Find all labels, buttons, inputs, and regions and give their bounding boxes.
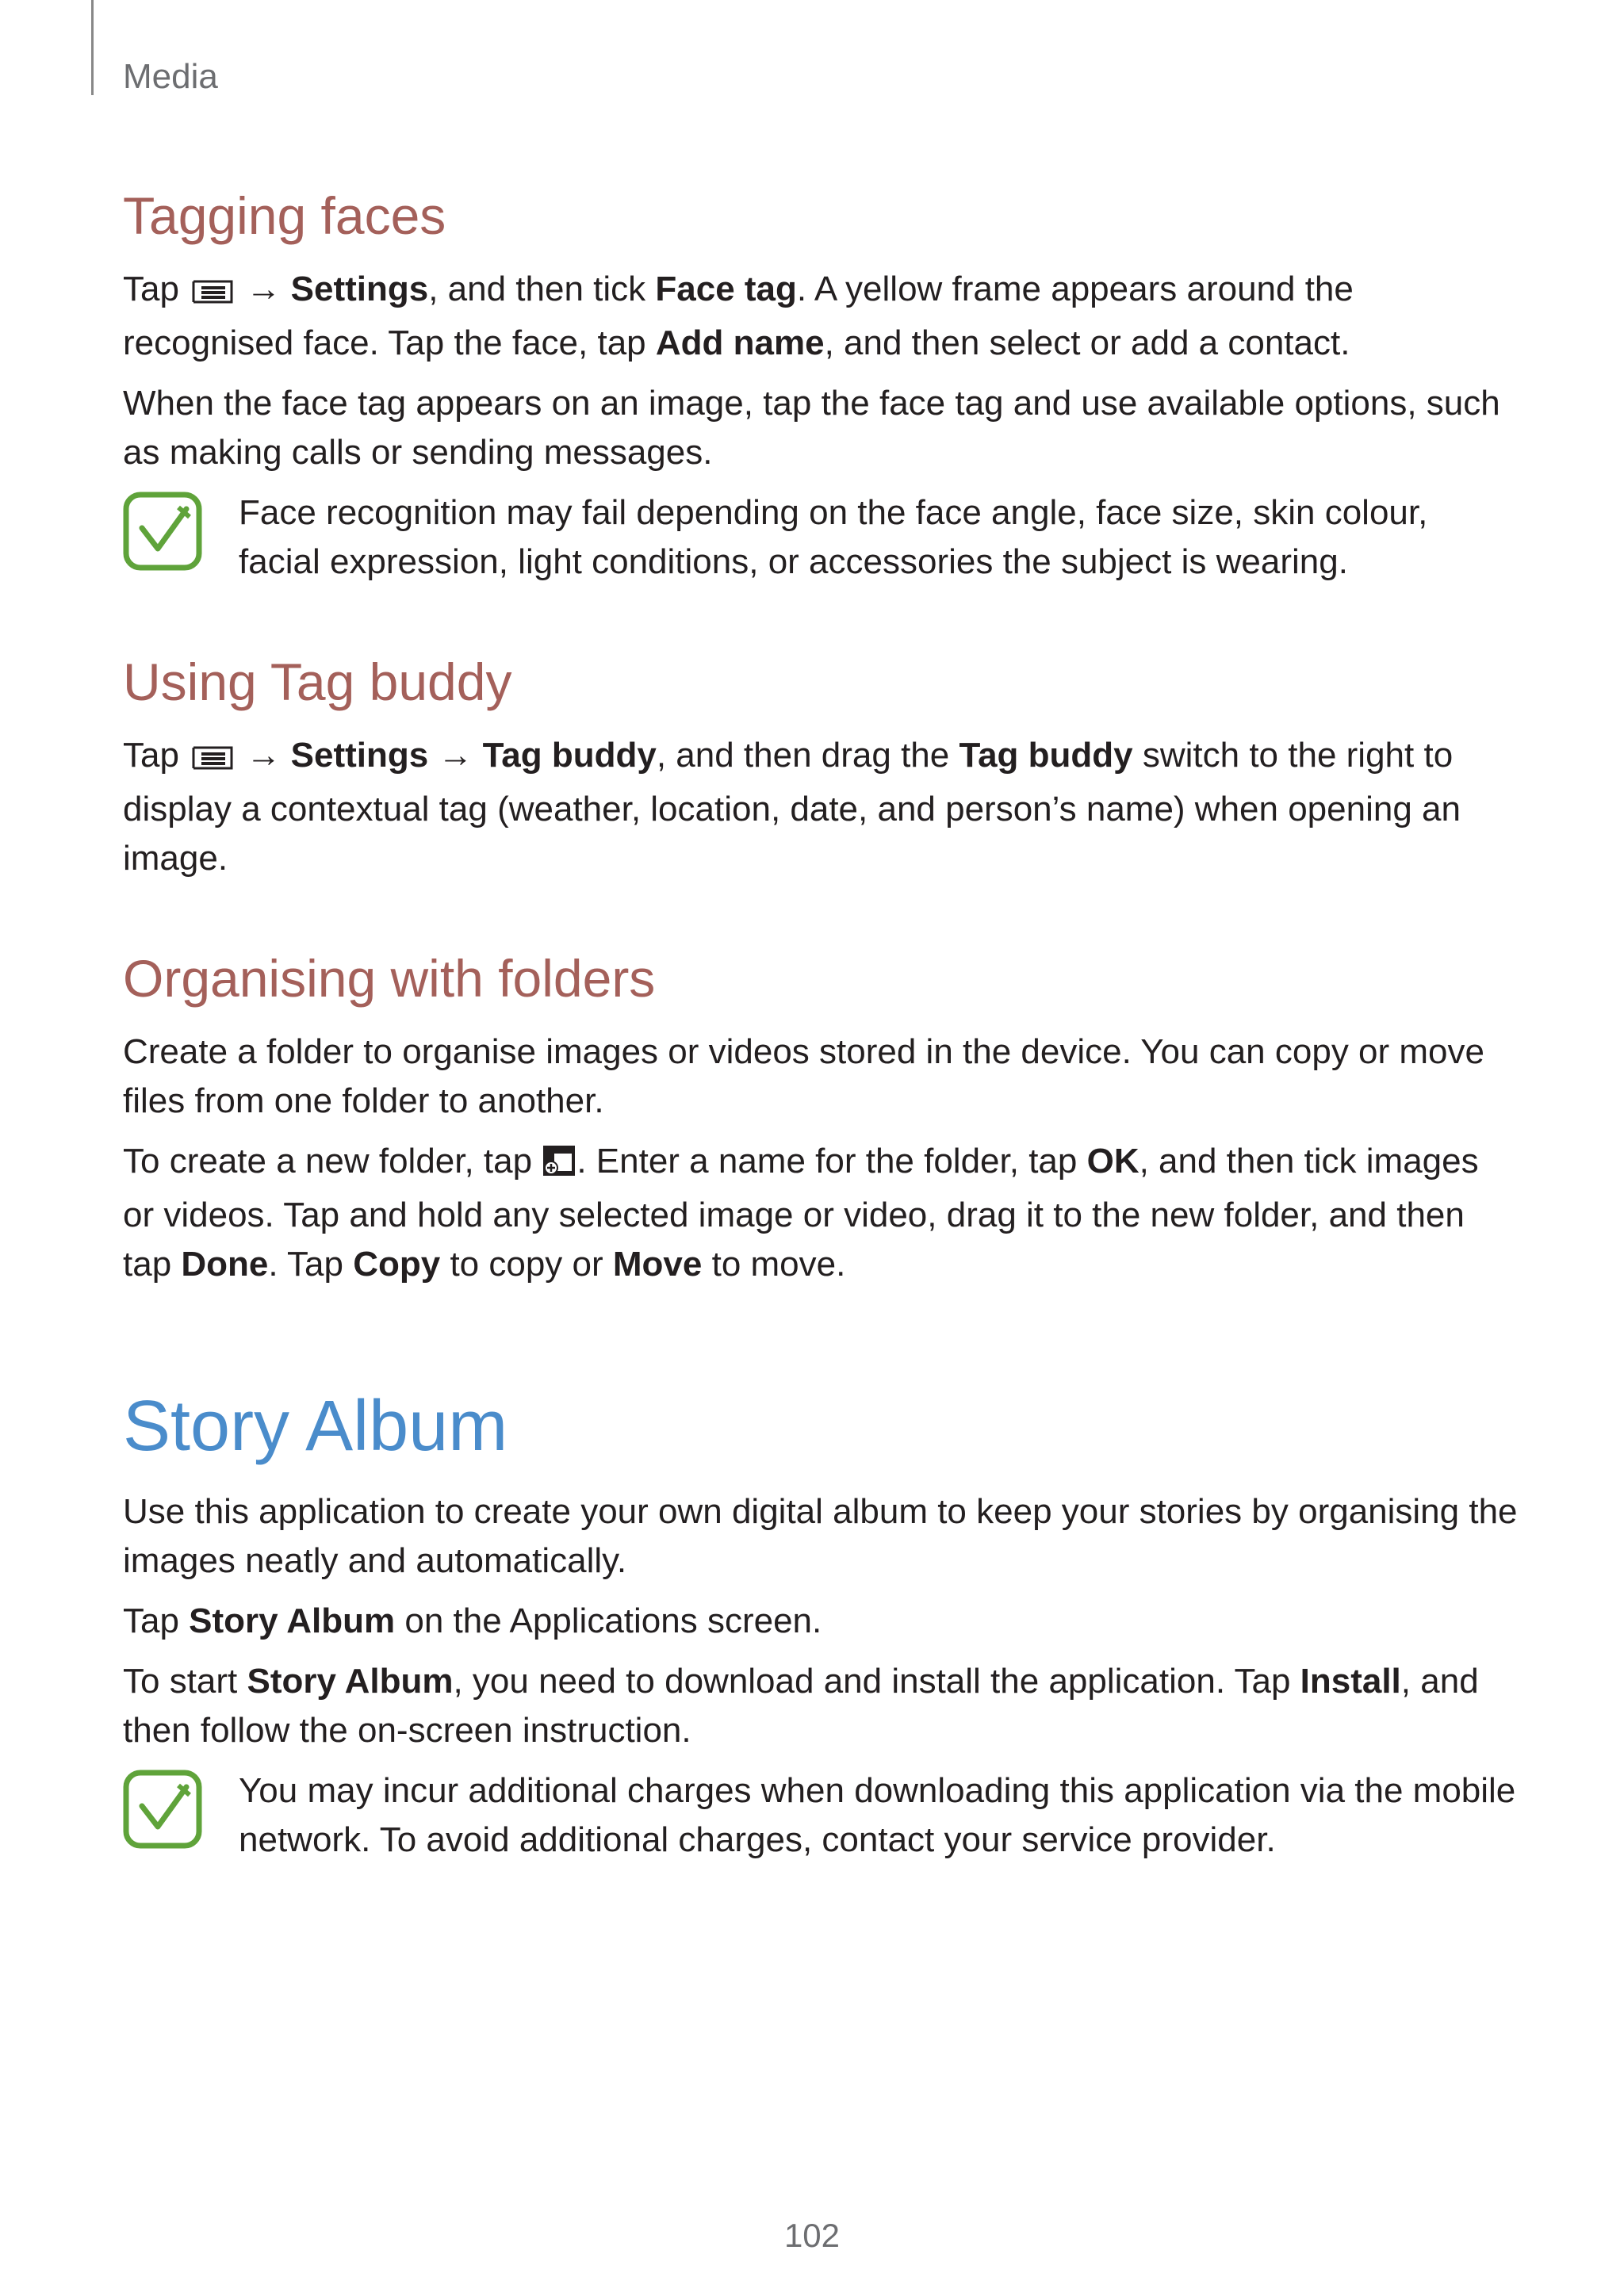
paragraph-tagging-faces-2: When the face tag appears on an image, tap the face tag and use available options, such as making calls or sending messages.: [123, 384, 1500, 472]
paragraph-story-album-3: To start Story Album, you need to download and install the application. Tap Install, and then follow the on-screen instruction.: [123, 1662, 1479, 1750]
paragraph-story-album-1: Use this application to create your own digital album to keep your stories by organising the images neatly and automatically.: [123, 1492, 1518, 1580]
menu-icon: [189, 270, 236, 319]
heading-story-album: Story Album: [123, 1387, 508, 1466]
heading-organising-folders: Organising with folders: [123, 949, 656, 1008]
paragraph-tag-buddy-1: Tap → Settings → Tag buddy, and then drag the Tag buddy switch to the right to display a contextual tag (weather, location, date, and person’s name) when opening an image.: [123, 736, 1461, 878]
paragraph-story-album-2: Tap Story Album on the Applications screen.: [123, 1601, 822, 1640]
page-content: [123, 184, 1519, 1865]
note-pencil-icon: [123, 1770, 202, 1849]
note-face-recognition: [123, 488, 1519, 587]
menu-icon: [189, 736, 236, 785]
note-additional-charges: [123, 1766, 1519, 1865]
paragraph-tagging-faces-1: Tap → Settings, and then tick Face tag. A yellow frame appears around the recognised face. Tap the face, tap Add name, and then select or add a contact.: [123, 270, 1354, 362]
header-rule: [91, 0, 94, 95]
paragraph-folders-1: Create a folder to organise images or videos stored in the device. You can copy or move files from one folder to another.: [123, 1032, 1484, 1120]
note-pencil-icon: [123, 492, 202, 571]
section-label: Media: [123, 57, 218, 96]
note-text-face-recognition: Face recognition may fail depending on the face angle, face size, skin colour, facial expression, light conditions, or accessories the subject is wearing.: [239, 493, 1428, 581]
note-text-additional-charges: You may incur additional charges when downloading this application via the mobile network. To avoid additional charges, contact your service provider.: [239, 1771, 1516, 1859]
paragraph-folders-2: To create a new folder, tap . Enter a name for the folder, tap OK, and then tick images or videos. Tap and hold any selected image or video, drag it to the new folder, and then tap Done. Tap Copy to copy or Move to move.: [123, 1142, 1479, 1284]
new-folder-icon: [542, 1142, 576, 1191]
heading-tag-buddy: Using Tag buddy: [123, 652, 512, 711]
page-number: 102: [783, 2217, 841, 2254]
heading-tagging-faces: Tagging faces: [123, 186, 446, 245]
